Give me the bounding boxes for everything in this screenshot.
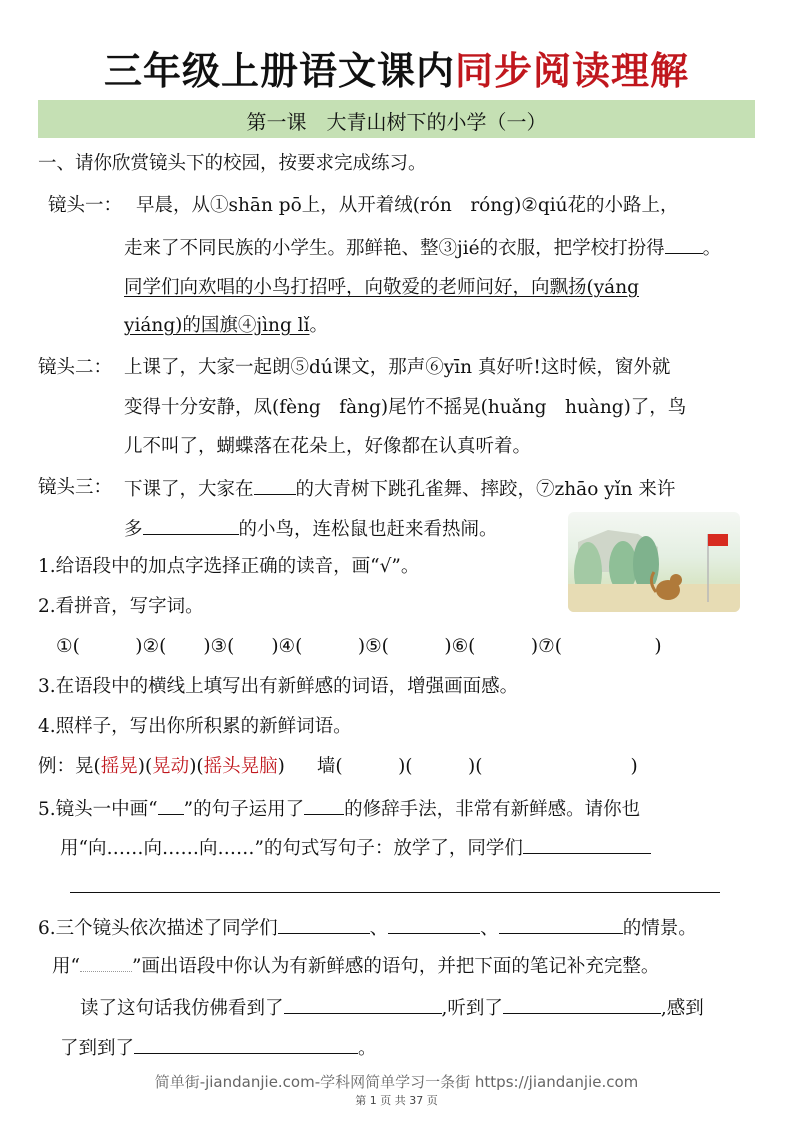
shot2-line3: 儿不叫了，蝴蝶落在花朵上，好像都在认真听着。 <box>124 436 532 457</box>
illustration-icon <box>568 512 740 612</box>
shot1-line1: 早晨，从①shān pō上，从开着绒(rón róng)②qiú花的小路上， <box>136 195 679 216</box>
answer-blank[interactable] <box>499 915 623 934</box>
shot1-line4-text: yiáng)的国旗④jìng lǐ <box>124 315 310 336</box>
shot3-line1 <box>124 476 675 502</box>
q6-text-end: 的情景。 <box>622 918 697 939</box>
q5-text-a: 5.镜头一中画“ <box>38 799 158 820</box>
answer-blank[interactable] <box>254 476 296 495</box>
answer-blank[interactable] <box>284 995 442 1014</box>
shot1-line2-text: 走来了不同民族的小学生。那鲜艳、整③jié的衣服，把学校打扮得 <box>124 238 665 259</box>
example-suffix: ) <box>277 756 285 777</box>
note-text-a: 读了这句话我仿佛看到了 <box>80 998 284 1019</box>
shot3-text-d: 的小鸟，连松鼠也赶来看热闹。 <box>238 519 498 540</box>
question-4-example <box>38 755 638 779</box>
answer-blank[interactable] <box>503 995 661 1014</box>
answer-blank[interactable] <box>278 915 370 934</box>
answer-blank[interactable] <box>304 796 344 815</box>
shot3-text-c: 多 <box>124 519 143 540</box>
task-blanks[interactable]: 墙( )( )( ) <box>316 756 638 777</box>
q5-text-d: 用“向……向……向……”的句式写句子：放学了，同学们 <box>60 838 523 859</box>
answer-blank[interactable] <box>388 915 480 934</box>
title-red: 同步阅读理解 <box>455 49 690 93</box>
example-word-3: 摇头晃脑 <box>203 756 278 777</box>
question-4: 4.照样子，写出你所积累的新鲜词语。 <box>38 716 352 737</box>
note-line1 <box>80 995 704 1021</box>
campus-illustration <box>568 512 740 612</box>
q6-sep: 、 <box>480 918 499 939</box>
shot3-label: 镜头三： <box>38 477 113 498</box>
q6-text-c: 用“ <box>52 956 80 977</box>
q5-text-c: 的修辞手法，非常有新鲜感。请你也 <box>344 799 641 820</box>
example-word-1: 摇晃 <box>100 756 138 777</box>
answer-blank[interactable] <box>158 796 184 815</box>
section-heading: 一、请你欣赏镜头下的校园，按要求完成练习。 <box>38 153 427 174</box>
example-sep: )( <box>189 756 204 777</box>
shot1-line2 <box>124 235 721 261</box>
question-5-line2 <box>60 835 651 861</box>
page-number: 第 1 页 共 37 页 <box>355 1094 438 1107</box>
answer-blank[interactable] <box>665 235 703 254</box>
note-text-d: 了到到了 <box>60 1038 135 1059</box>
question-3: 3.在语段中的横线上填写出有新鲜感的词语，增强画面感。 <box>38 676 519 697</box>
question-6-line1 <box>38 915 697 941</box>
shot3-text-a: 下课了，大家在 <box>124 479 254 500</box>
footer-site: 简单街-jiandanjie.com-学科网简单学习一条街 https://jiandanjie.com <box>154 1073 639 1091</box>
note-text-c: ,感到 <box>660 998 704 1019</box>
q6-text-d: ”画出语段中你认为有新鲜感的语句，并把下面的笔记补充完整。 <box>131 956 660 977</box>
punct: 。 <box>309 315 329 336</box>
note-text-b: ,听到了 <box>441 998 503 1019</box>
shot3-line2 <box>124 516 498 542</box>
title-black: 三年级上册语文课内 <box>103 49 455 93</box>
q6-text-a: 6.三个镜头依次描述了同学们 <box>38 918 278 939</box>
shot2-label: 镜头二： <box>38 357 113 378</box>
wavy-line-icon <box>80 959 132 972</box>
example-word-2: 晃动 <box>152 756 190 777</box>
q5-text-b: ”的句子运用了 <box>183 799 305 820</box>
shot2-line2: 变得十分安静，凤(fèng fàng)尾竹不摇晃(huǎng huàng)了，鸟 <box>124 397 687 418</box>
note-end: 。 <box>358 1038 377 1059</box>
shot1-label: 镜头一： <box>48 195 123 216</box>
note-line2 <box>60 1035 377 1061</box>
question-5-line1 <box>38 796 640 822</box>
shot1-line4 <box>124 314 328 338</box>
question-2: 2.看拼音，写字词。 <box>38 596 204 617</box>
answer-blank[interactable] <box>134 1035 358 1054</box>
answer-blank[interactable] <box>523 835 651 854</box>
page-title <box>0 40 793 95</box>
question-6-line2 <box>52 955 659 979</box>
shot3-text-b: 的大青树下跳孔雀舞、摔跤，⑦zhāo yǐn 来许 <box>295 479 676 500</box>
lesson-title: 第一课 大青山树下的小学（一） <box>246 110 547 134</box>
answer-line[interactable] <box>70 892 720 893</box>
shot2-line1: 上课了，大家一起朗⑤dú课文，那声⑥yīn 真好听!这时候，窗外就 <box>124 357 671 378</box>
example-prefix: 例：晃( <box>38 756 101 777</box>
q6-sep: 、 <box>369 918 389 939</box>
shot1-line3: 同学们向欢唱的小鸟打招呼，向敬爱的老师问好，向飘扬(yáng <box>124 277 639 298</box>
answer-blank[interactable] <box>143 516 239 535</box>
question-2-blanks[interactable]: ①( )②( )③( )④( )⑤( )⑥( )⑦( ) <box>56 636 662 657</box>
punct: 。 <box>702 238 722 259</box>
question-1: 1.给语段中的加点字选择正确的读音，画“√”。 <box>38 556 420 577</box>
example-sep: )( <box>137 756 153 777</box>
